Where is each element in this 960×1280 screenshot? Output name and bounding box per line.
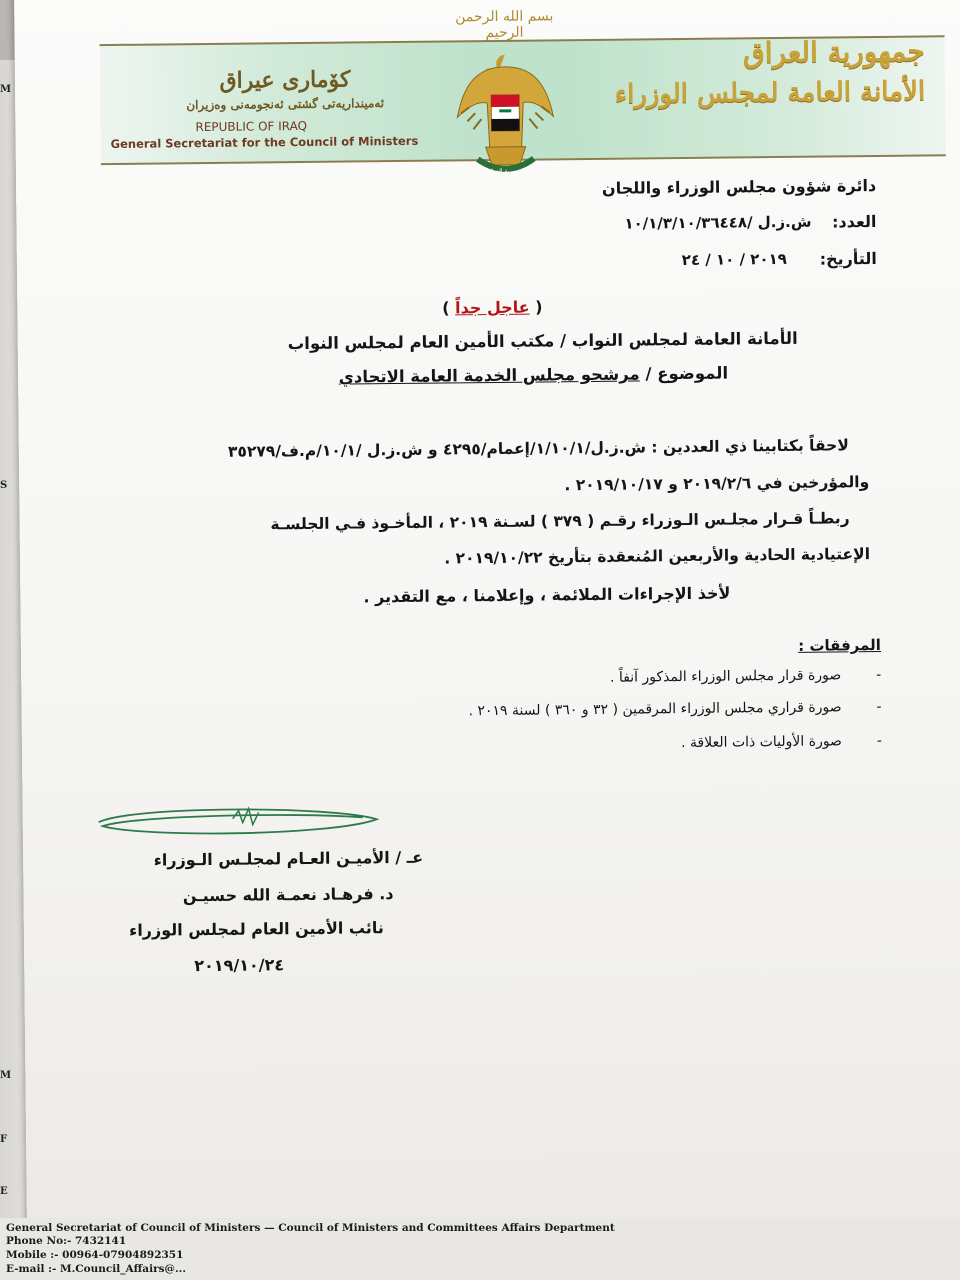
body-line-2: والمؤرخين في ٢٠١٩/٢/٦ و ٢٠١٩/١٠/١٧ .	[564, 473, 870, 495]
reference-number-value: ش.ز.ل /١٠/١/٣/١٠/٣٦٤٤٨	[624, 212, 812, 233]
footer-strip	[0, 1218, 960, 1280]
underlying-text: S	[0, 480, 8, 491]
kurdish-letterhead-line2: ئەمینداریەتی گشتی ئەنجومەنی وەزیران	[186, 96, 385, 113]
english-letterhead-line1: REPUBLIC OF IRAQ	[195, 118, 308, 135]
date-value: ٢٠١٩ / ١٠ / ٢٤	[681, 249, 787, 270]
footer-department: General Secretariat of Council of Ministers — Council of Ministers and Committees Affairs Department	[6, 1222, 615, 1234]
subject-text: مرشحو مجلس الخدمة العامة الاتحادي	[338, 364, 640, 387]
signatory-title: عـ / الأميـن العـام لمجلـس الـوزراء	[153, 847, 424, 870]
signatory-position: نائب الأمين العام لمجلس الوزراء	[128, 918, 384, 940]
signature-date: ٢٠١٩/١٠/٢٤	[194, 955, 285, 976]
attachment-bullet: -	[876, 698, 882, 716]
underlying-text: E	[0, 1186, 8, 1197]
footer-mobile: Mobile :- 00964-07904892351	[6, 1249, 184, 1261]
letter-sheet	[14, 0, 960, 1230]
underlying-text: M	[0, 1070, 12, 1081]
addressee-line: الأمانة العامة لمجلس النواب / مكتب الأمين العام لمجلس النواب	[287, 328, 798, 354]
signatory-name: د. فرهـاد نعمـة الله حسيـن	[182, 884, 394, 906]
urgent-paren-close: )	[442, 298, 450, 318]
handwritten-signature-icon	[93, 801, 383, 848]
department-name: دائرة شؤون مجلس الوزراء واللجان	[601, 175, 877, 198]
subject-label: الموضوع /	[645, 363, 729, 384]
arabic-letterhead-line1: جمهورية العراق	[742, 34, 925, 70]
body-line-3: ربطـاً قـرار مجلـس الـوزراء رقـم ( ٣٧٩ ) لسـنة ٢٠١٩ ، المأخـوذ فـي الجلسـة	[270, 509, 850, 534]
underlying-text: M	[0, 84, 12, 95]
reference-number-label: العدد:	[831, 211, 877, 232]
body-line-4: الإعتيادية الحادية والأربعين المُنعقدة بتأريخ ٢٠١٩/١٠/٢٢ .	[444, 545, 871, 568]
attachment-item: صورة قرار مجلس الوزراء المذكور آنفاً .	[609, 667, 842, 686]
attachment-item: صورة الأوليات ذات العلاقة .	[681, 733, 842, 752]
iraq-eagle-emblem-icon	[455, 46, 557, 197]
arabic-letterhead-line2: الأمانة العامة لمجلس الوزراء	[614, 76, 926, 110]
urgent-label: عاجل جداً	[454, 297, 530, 318]
subject-line	[258, 364, 728, 388]
body-line-1: لاحقاً بكتابينا ذي العددين : ش.ز.ل/١/١٠/١/إعمام/٤٢٩٥ و ش.ز.ل /١٠/١/م.ف/٣٥٢٧٩	[227, 436, 849, 461]
attachment-bullet: -	[876, 732, 882, 750]
date-label: التأريخ:	[819, 248, 877, 269]
underlying-text: F	[0, 1134, 8, 1145]
body-closing-line: لأخذ الإجراءات الملائمة ، وإعلامنا ، مع التقدير .	[363, 583, 731, 607]
footer-email: E-mail :- M.Council_Affairs@...	[6, 1263, 186, 1275]
attachment-item: صورة قراري مجلس الوزراء المرقمين ( ٣٢ و ٣٦٠ ) لسنة ٢٠١٩ .	[468, 699, 842, 720]
urgent-paren-open: (	[535, 297, 543, 317]
english-letterhead-line2: General Secretariat for the Council of Ministers	[110, 133, 419, 151]
basmala-calligraphy: بسم الله الرحمن الرحيم	[455, 8, 554, 42]
footer-phone: Phone No:- 7432141	[6, 1235, 127, 1247]
attachment-bullet: -	[876, 666, 882, 684]
attachments-title: المرفقات :	[798, 635, 882, 655]
urgent-marker	[427, 297, 557, 317]
emblem-banner-text: جمهورية العراق	[486, 167, 526, 176]
kurdish-letterhead-line1: كۆماری عیراق	[219, 66, 351, 94]
